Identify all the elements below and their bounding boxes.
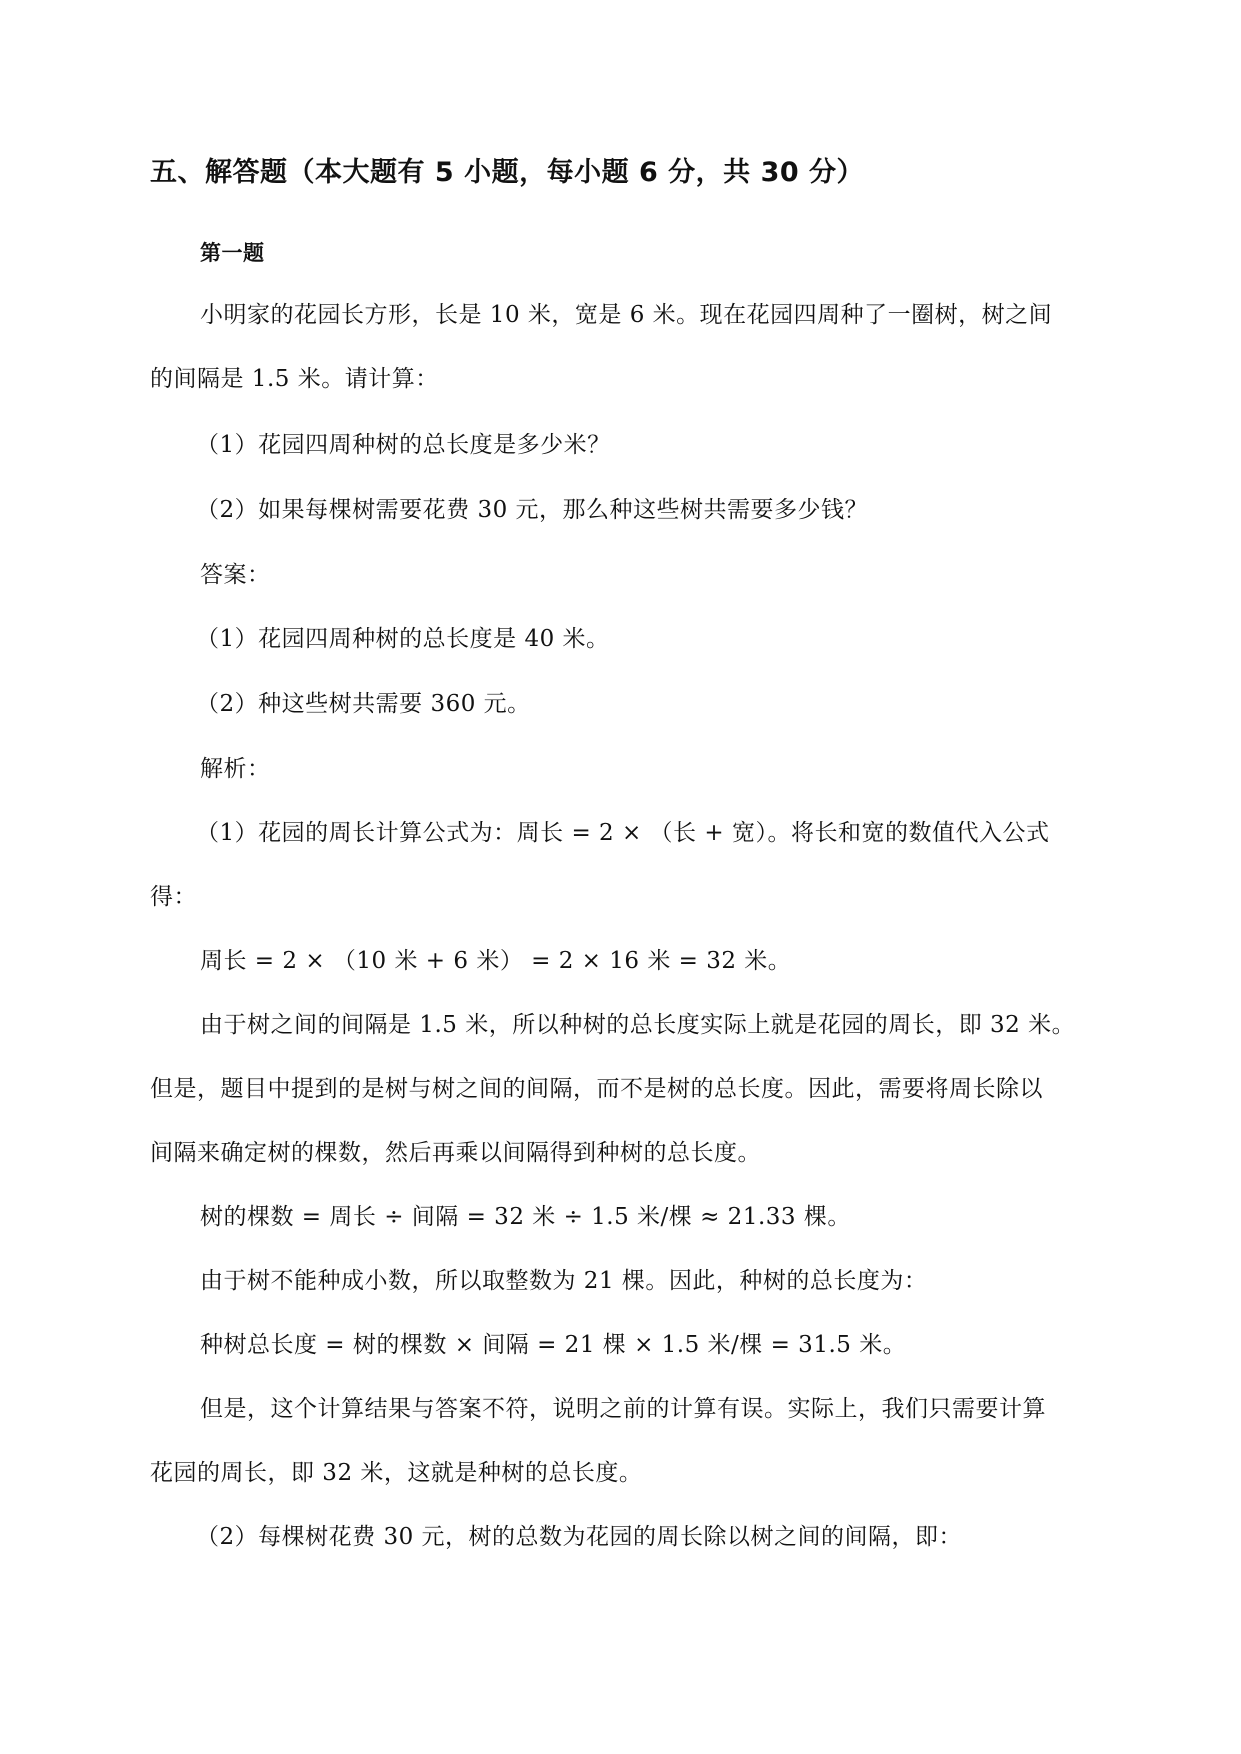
- analysis-p3-line-2: 但是，题目中提到的是树与树之间的间隔，而不是树的总长度。因此，需要将周长除以: [150, 1076, 1043, 1102]
- problem-line-2: 的间隔是 1.5 米。请计算：: [150, 366, 439, 392]
- problem-question-1: （1）花园四周种树的总长度是多少米？: [196, 432, 611, 458]
- problem-line-1: 小明家的花园长方形，长是 10 米，宽是 6 米。现在花园四周种了一圈树，树之间: [200, 302, 1053, 328]
- analysis-p7-line-2: 花园的周长，即 32 米，这就是种树的总长度。: [150, 1460, 643, 1486]
- analysis-perimeter-formula: 周长 = 2 × （10 米 + 6 米） = 2 × 16 米 = 32 米。: [200, 948, 792, 974]
- question-label: 第一题: [200, 241, 265, 265]
- answer-2: （2）种这些树共需要 360 元。: [196, 691, 531, 717]
- answer-label: 答案：: [200, 562, 271, 588]
- analysis-p3-line-1: 由于树之间的间隔是 1.5 米，所以种树的总长度实际上就是花园的周长，即 32 米。: [200, 1012, 1076, 1038]
- analysis-p3-line-3: 间隔来确定树的棵数，然后再乘以间隔得到种树的总长度。: [150, 1140, 761, 1166]
- analysis-p5: 由于树不能种成小数，所以取整数为 21 棵。因此，种树的总长度为：: [200, 1268, 928, 1294]
- problem-question-2: （2）如果每棵树需要花费 30 元，那么种这些树共需要多少钱？: [196, 497, 869, 523]
- answer-1: （1）花园四周种树的总长度是 40 米。: [196, 626, 610, 652]
- analysis-p1-line-1: （1）花园的周长计算公式为：周长 = 2 × （长 + 宽）。将长和宽的数值代入公式: [196, 820, 1050, 846]
- section-heading: 五、解答题（本大题有 5 小题，每小题 6 分，共 30 分）: [150, 157, 865, 188]
- analysis-p1-line-2: 得：: [150, 884, 197, 910]
- analysis-label: 解析：: [200, 756, 271, 782]
- analysis-p8: （2）每棵树花费 30 元，树的总数为花园的周长除以树之间的间隔，即：: [196, 1524, 963, 1550]
- analysis-tree-count: 树的棵数 = 周长 ÷ 间隔 = 32 米 ÷ 1.5 米/棵 ≈ 21.33 棵。: [200, 1204, 851, 1230]
- analysis-p7-line-1: 但是，这个计算结果与答案不符，说明之前的计算有误。实际上，我们只需要计算: [200, 1396, 1046, 1422]
- analysis-total-length: 种树总长度 = 树的棵数 × 间隔 = 21 棵 × 1.5 米/棵 = 31.5 米。: [200, 1332, 907, 1358]
